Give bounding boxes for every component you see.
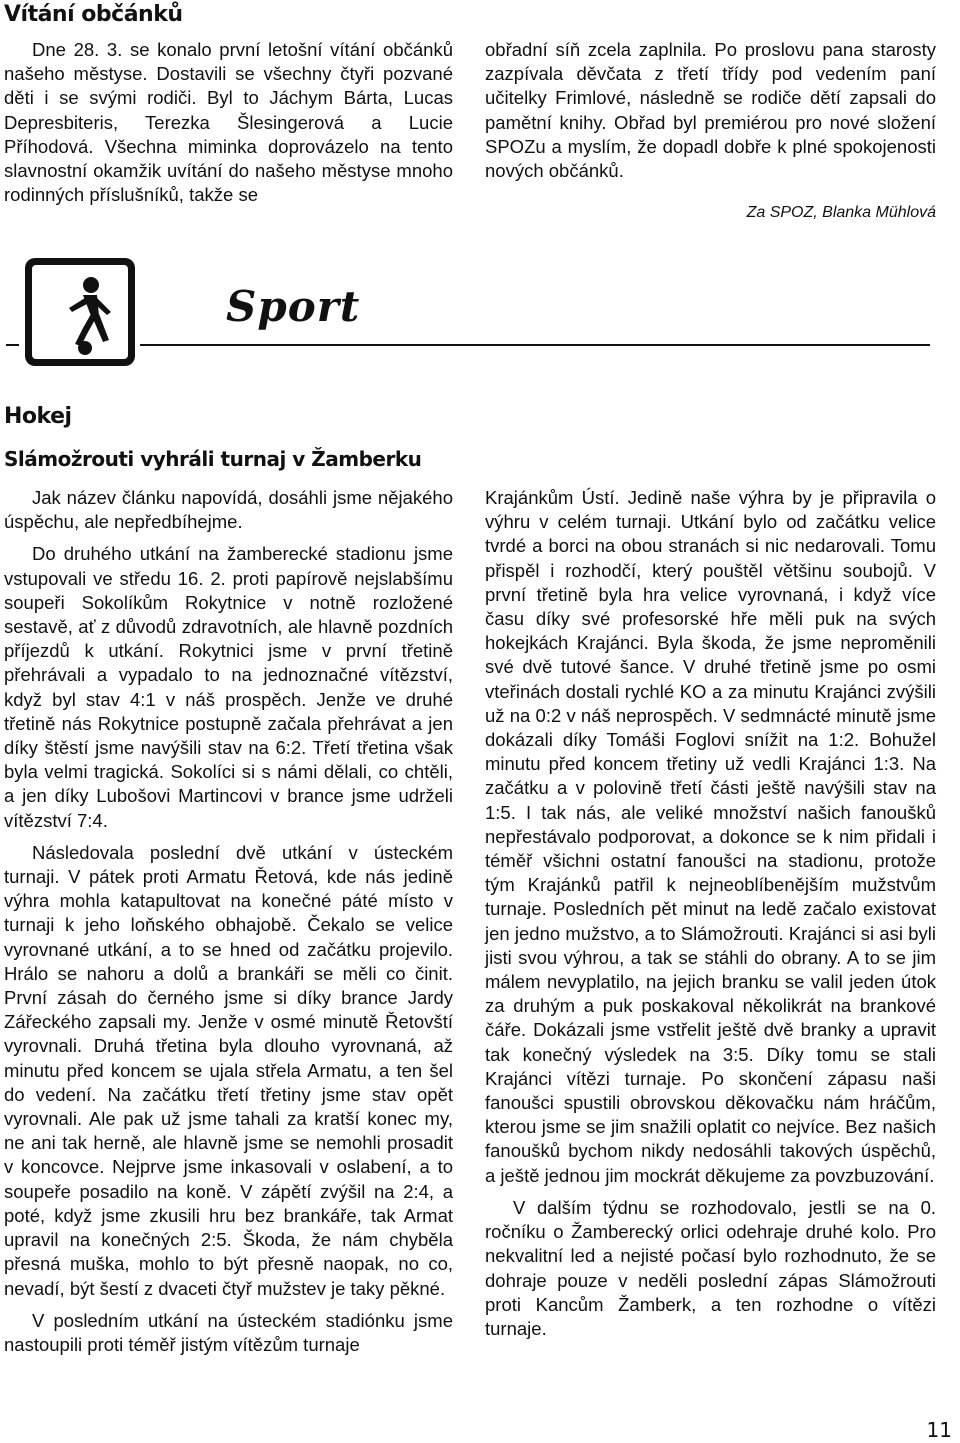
hokej-left-paragraph-2: Do druhého utkání na žamberecké stadionu jsme vstupovali ve středu 16. 2. proti papírově nejslabšímu soupeři Sokolíkům Rokytnice v notně rozložené sestavě, ať z důvodů zdravotních, ale hlavně pozdních příjezdů k utkání. Rokytnici jsme v první třetině přehrávali a vypadalo to na jednoznačné vítězství, když byl stav 4:1 v náš prospěch. Jenže ve druhé třetině nás Rokytnice postupně začala přehrávat a jen díky štěstí jsme navýšili stav na 6:2. Třetí třetina však byla velmi tragická. Sokolíci si s námi dělali, co chtěli, a jen díky Lubošovi Martincovi v brance jsme udrželi vítězství 7:4. bbox=[4, 543, 453, 831]
hokej-left-paragraph-4: V posledním utkání na ústeckém stadiónku jsme nastoupili proti téměř jistým vítězům turnaje bbox=[4, 1309, 453, 1355]
hokej-left-column bbox=[4, 486, 453, 1357]
section-title-sport: Sport bbox=[226, 282, 361, 331]
hokej-left-paragraph-3: Následovala poslední dvě utkání v ústeckém turnaji. V pátek proti Armatu Řetová, kde nás jedině výhra mohla katapultovat na konečné páté místo v turnaji k jeho loňského obhajobě. Čekalo se velice vyrovnané utkání, a to se hned od začátku projevilo. Hrálo se nahoru a dolů a brankáři se měli co činit. První zásah do černého jsme si díky brance Jardy Zářeckého zapsali my. Jenže v osmé minutě Řetovští vyrovnali. Druhá třetina byla dlouho vyrovnaná, až minutu před koncem se ujala střela Armatu, a ten šel do vedení. Na začátku třetí třetiny jsme stav opět vyrovnali. Ale pak už jsme tahali za kratší konec my, ne ani tak herně, ale hlavně jsme se nemohli prosadit v koncovce. Nejprve jsme inkasovali v oslabení, a to soupeře posadilo na koně. V zápětí zvýšil na 2:4, a poté, když jsme zkusili hru bez brankáře, tak Armat upravil na konečných 2:5. Škoda, že nám chyběla přesná muška, mohlo to být přesně naopak, no co, nevadí, být šestí z dvaceti čtyř mužstev je taky pěkné. bbox=[4, 841, 453, 1299]
hokej-right-column bbox=[485, 486, 936, 1341]
hokej-right-paragraph-2: V dalším týdnu se rozhodovalo, jestli se na 0. ročníku o Žamberecký orlici odehraje druhé kolo. Pro nekvalitní led a nejisté počasí bylo rozhodnuto, že se dohraje pouze v neděli poslední zápas Slámožrouti proti Kancům Žamberk, a ten rozhodne o vítězi turnaje. bbox=[485, 1196, 936, 1339]
sport-rule-right bbox=[140, 344, 930, 346]
vitani-left-column bbox=[4, 38, 453, 207]
vitani-right-paragraph: obřadní síň zcela zaplnila. Po proslovu pana starosty zazpívala děvčata z třetí třídy pod vedením paní učitelky Frimlové, následně se rodiče dětí zapsali do pamětní knihy. Obřad byl premiérou pro nové složení SPOZu a myslím, že dopadl dobře k plné spokojenosti nových občánků. bbox=[485, 39, 936, 182]
vitani-left-paragraph: Dne 28. 3. se konalo první letošní vítání občánků našeho městyse. Dostavili se všechny čtyři pozvané děti i se svými rodiči. Byl to Jáchym Bárta, Lucas Depresbiteris, Terezka Šlesingerová a Lucie Příhodová. Všechna miminka doprovázelo na tento slavnostní okamžik uvítání do našeho městyse mnoho rodinných příslušníků, takže se bbox=[4, 39, 453, 206]
article-headline: Slámožrouti vyhráli turnaj v Žamberku bbox=[4, 447, 422, 471]
vitani-signature: Za SPOZ, Blanka Mühlová bbox=[746, 204, 936, 222]
vitani-right-column bbox=[485, 38, 936, 225]
football-player-icon bbox=[25, 258, 135, 366]
category-heading-hokej: Hokej bbox=[4, 404, 72, 429]
page-number: 11 bbox=[926, 1418, 952, 1442]
section-title-vitani: Vítání občánků bbox=[4, 2, 183, 27]
sport-rule-left bbox=[6, 344, 19, 346]
hokej-right-paragraph-1: Krajánkům Ústí. Jedině naše výhra by je připravila o výhru v celém turnaji. Utkání bylo od začátku velice tvrdé a borci na obou stranách si nic nedarovali. Tomu přispěl i rozhodčí, který pouštěl většinu soubojů. V první třetině byla hra velice vyrovnaná, i když více času díky své profesorské hře měli puk na svých hokejkách Krajánci. Byla škoda, že jsme neproměnili své dvě tutové šance. V druhé třetině jsme po osmi vteřinách dostali rychlé KO a za minutu Krajánci zvýšili už na 0:2 v náš neprospěch. V sedmnácté minutě jsme dokázali díky Tomáši Foglovi snížit na 1:2. Bohužel minutu před koncem třetiny už vedli Krajánci 1:3. Na začátku a v polovině třetí části ještě navýšili stav na 1:5. I tak nás, ale veliké množství našich fanoušků nepřestávalo podporovat, a dokonce se k nim přidali i téměř všichni ostatní fanoušci na stadionu, protože tým Krajánků patřil k nejneoblíbenějším mužstvům turnaje. Posledních pět minut na ledě začalo existovat jen jedno mužstvo, a to Slámožrouti. Krajánci si asi byli jisti svou výhrou, a tak se stáhli do obrany. A to se jim málem nevyplatilo, na jejich branku se valil jeden útok za druhým a puk poskakoval několikrát na brankové čáře. Dokázali jsme vstřelit ještě dvě branky a upravit tak konečný výsledek na 3:5. Díky tomu se stali Krajánci vítězi turnaje. Po skončení zápasu naši fanoušci spustili obrovskou děkovačku nám hráčům, kterou jsme se jim snažili oplatit co nejvíce. Bez našich fanoušků bychom nikdy nedosáhli takových úspěchů, a ještě jednou jim mockrát děkujeme za povzbuzování. bbox=[485, 487, 936, 1186]
hokej-left-paragraph-1: Jak název článku napovídá, dosáhli jsme nějakého úspěchu, ale nepředbíhejme. bbox=[4, 487, 453, 533]
